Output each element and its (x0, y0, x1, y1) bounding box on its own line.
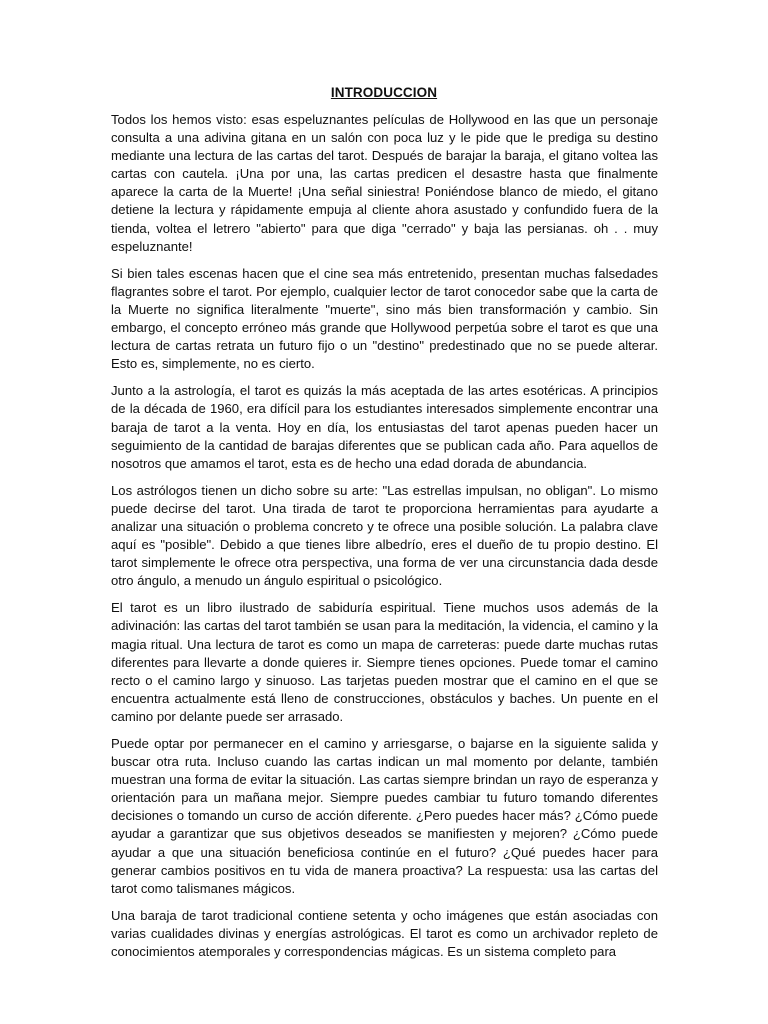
paragraph-5: El tarot es un libro ilustrado de sabiduría espiritual. Tiene muchos usos además de la adivinación: las cartas del tarot también se usan para la meditación, la videncia, el camino y la magia ritual. Una lectura de tarot es como un mapa de carreteras: puede darte muchas rutas diferentes para llevarte a donde quieres ir. Siempre tienes opciones. Puede tomar el camino recto o el camino largo y sinuoso. Las tarjetas pueden mostrar que el camino en el que se encuentra actualmente está lleno de construcciones, obstáculos y baches. Un puente en el camino por delante puede ser arrasado. (111, 600, 658, 724)
paragraph-2: Si bien tales escenas hacen que el cine sea más entretenido, presentan muchas falsedades flagrantes sobre el tarot. Por ejemplo, cualquier lector de tarot conocedor sabe que la carta de la Muerte no significa literalmente "muerte", sino más bien transformación y cambio. Sin embargo, el concepto erróneo más grande que Hollywood perpetúa sobre el tarot es que una lectura de cartas retrata un futuro fijo o un "destino" predestinado que no se puede alterar. Esto es, simplemente, no es cierto. (111, 265, 658, 372)
document-body (111, 111, 658, 970)
paragraph-1: Todos los hemos visto: esas espeluznantes películas de Hollywood en las que un personaje consulta a una adivina gitana en un salón con poca luz y le pide que le prediga su destino mediante una lectura de las cartas del tarot. Después de barajar la baraja, el gitano voltea las cartas con cautela. ¡Una por una, las cartas predicen el desastre hasta que finalmente aparece la carta de la Muerte! ¡Una señal siniestra! Poniéndose blanco de miedo, el gitano detiene la lectura y rápidamente empuja al cliente ahora asustado y confundido fuera de la tienda, voltea el letrero "abierto" para que diga "cerrado" y baja las persianas. oh . . muy espeluznante! (111, 112, 658, 254)
paragraph-4: Los astrólogos tienen un dicho sobre su arte: "Las estrellas impulsan, no obligan". Lo mismo puede decirse del tarot. Una tirada de tarot te proporciona herramientas para ayudarte a analizar una situación o problema concreto y te ofrece una posible solución. La palabra clave aquí es "posible". Debido a que tienes libre albedrío, eres el dueño de tu propio destino. El tarot simplemente le ofrece otra perspectiva, una forma de ver una circunstancia dada desde otro ángulo, a menudo un ángulo espiritual o psicológico. (111, 482, 658, 589)
paragraph-6: Puede optar por permanecer en el camino y arriesgarse, o bajarse en la siguiente salida y buscar otra ruta. Incluso cuando las cartas indican un mal momento por delante, también muestran una forma de evitar la situación. Las cartas siempre brindan un rayo de esperanza y orientación para un mañana mejor. Siempre puedes cambiar tu futuro tomando diferentes decisiones o tomando un curso de acción diferente. ¿Pero puedes hacer más? ¿Cómo puede ayudar a garantizar que sus objetivos deseados se manifiesten y mejoren? ¿Cómo puede ayudar a que una situación beneficiosa continúe en el futuro? ¿Qué puedes hacer para generar cambios positivos en tu vida de manera proactiva? La respuesta: usa las cartas del tarot como talismanes mágicos. (111, 736, 658, 896)
paragraph-3: Junto a la astrología, el tarot es quizás la más aceptada de las artes esotéricas. A principios de la década de 1960, era difícil para los estudiantes interesados simplemente encontrar una baraja de tarot a la venta. Hoy en día, los entusiastas del tarot apenas pueden hacer un seguimiento de la cantidad de barajas diferentes que se publican cada año. Para aquellos de nosotros que amamos el tarot, esta es de hecho una edad dorada de abundancia. (111, 383, 658, 471)
page-title: INTRODUCCION (330, 85, 438, 100)
paragraph-7: Una baraja de tarot tradicional contiene setenta y ocho imágenes que están asociadas con varias cualidades divinas y energías astrológicas. El tarot es como un archivador repleto de conocimientos atemporales y correspondencias mágicas. Es un sistema completo para (111, 907, 658, 960)
